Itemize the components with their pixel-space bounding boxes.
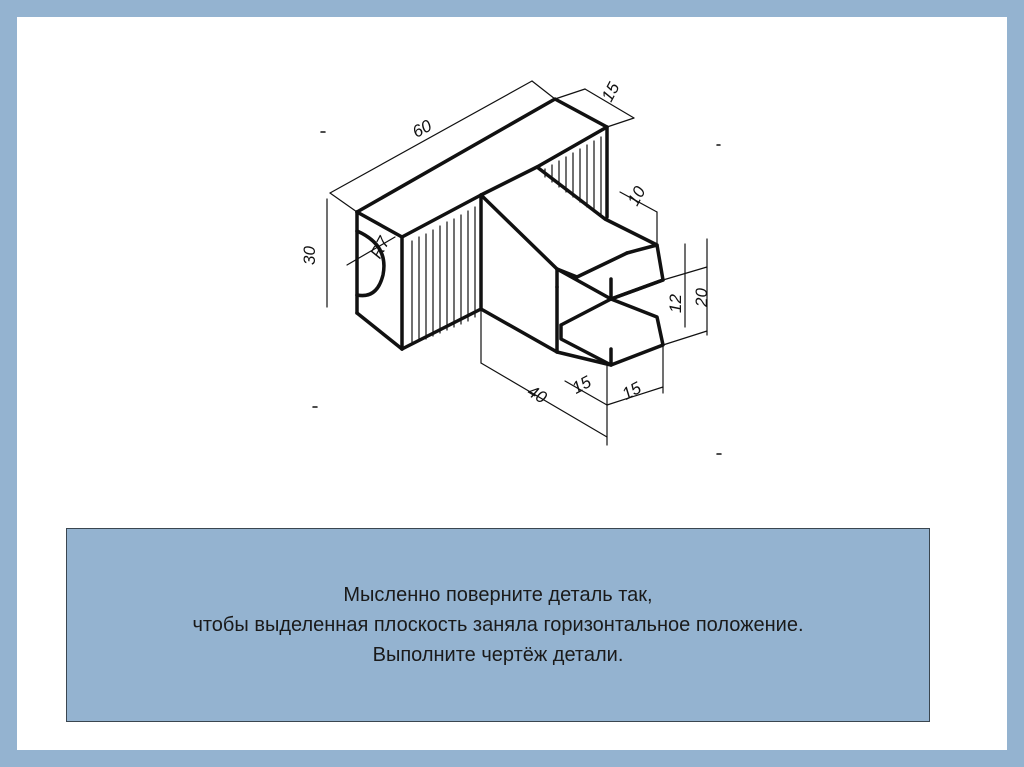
hatching-back-face <box>545 137 601 217</box>
caption-line-1: Мысленно поверните деталь так, <box>343 584 653 606</box>
dimension-label-60: 60 <box>409 116 435 142</box>
dimension-label-40: 40 <box>524 381 550 408</box>
part-outline <box>357 99 663 365</box>
dimension-label-15-lower-left: 15 <box>568 372 595 398</box>
caption-line-3: Выполните чертёж детали. <box>372 644 624 666</box>
dimension-label-10: 10 <box>623 183 650 209</box>
dimension-label-30: 30 <box>300 246 319 265</box>
dimension-label-20: 20 <box>692 288 711 307</box>
dimension-label-15-top: 15 <box>597 79 624 105</box>
caption-line-2: чтобы выделенная плоскость заняла горизонтальное положение. <box>192 614 804 636</box>
task-caption-box <box>66 528 930 722</box>
dimension-label-15-lower-right: 15 <box>618 378 645 404</box>
dimension-label-12: 12 <box>666 294 685 313</box>
dimension-label-r7: R7 <box>366 233 394 262</box>
